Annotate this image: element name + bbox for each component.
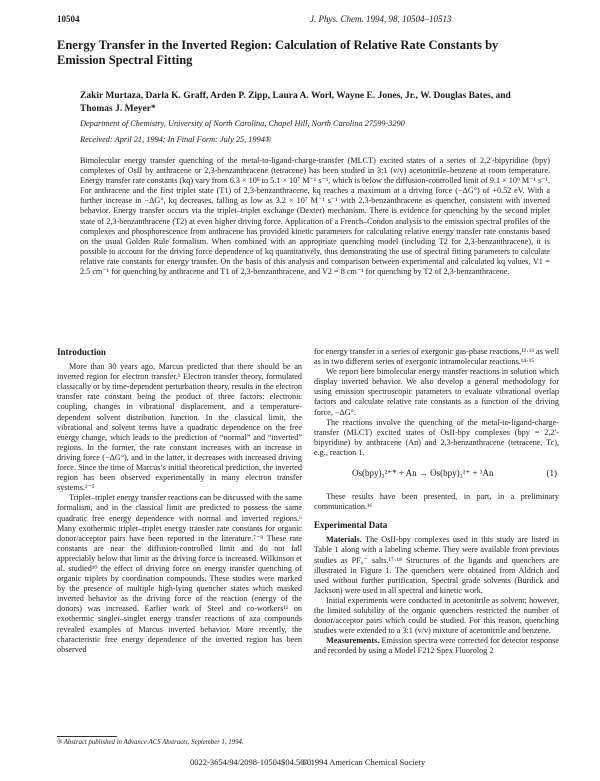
article-title: Energy Transfer in the Inverted Region: Calculation of Relative Rate Constants by Emission Spectral Fitting <box>57 38 499 67</box>
footer-copyright: © 1994 American Chemical Society <box>302 757 426 767</box>
experimental-heading: Experimental Data <box>314 520 388 531</box>
paragraph: These results have been presented, in part, in a preliminary communication.¹⁶ <box>314 492 559 512</box>
materials-paragraph <box>314 535 559 596</box>
paragraph: Triplet–triplet energy transfer reactions can be discussed with the same formalism, and in the classical limit are predicted to possess the same quadratic free energy dependence with normal and inverted regions.⁶ Many exothermic triplet–triplet energy transfer rate constants for organic donor/acceptor pairs have been reported in the literature.⁷⁻⁹ These rate constants are near the diffusion-controlled limit and do not fall appreciably below that limit as the driving force is increased. Wilkinson et al. studied¹⁰ the effect of driving force on energy transfer quenching of organic triplets by coordination compounds. These studies were marked by the presence of multiple high-lying quencher states which masked inverted behavior as the driving force of the reaction (energy of the donors) was increased. Earlier work of Steel and co-workers¹¹ on exothermic singlet–singlet energy transfer reactions of aza compounds revealed examples of Marcus inverted behavior. More recently, the characteristic free energy dependence of the inverted region has been observed <box>57 493 302 654</box>
article-authors: Zakir Murtaza, Darla K. Graff, Arden P. Zipp, Laura A. Worl, Wayne E. Jones, Jr., W. Douglas Bates, and Thomas J. Meyer* <box>80 91 511 114</box>
right-column <box>314 347 559 656</box>
left-column <box>57 347 302 655</box>
abstract: Bimolecular energy transfer quenching of the metal-to-ligand-charge-transfer (MLCT) excited states of a series of 2,2′-bipyridine (bpy) complexes of OsII by anthracene or 2,3-benzanthracene (tetracene) has been studied in 3:1 (v/v) acetonitrile–benzene at room temperature. Energy transfer rate constants (kq) vary from 6.3 × 10⁸ to 5.1 × 10⁷ M⁻¹ s⁻¹, which is below the diffusion-controlled limit of 9.1 × 10⁹ M⁻¹ s⁻¹. For anthracene and the first triplet state (T1) of 2,3-benzanthracene, kq reaches a maximum at a driving force (−ΔG°) of +0.52 eV. With a further increase in −ΔG°, kq decreases, falling as low as 3.2 × 10⁷ M⁻¹ s⁻¹ with 2,3-benzanthracene as quencher, consistent with inverted behavior. Energy transfer occurs via the triplet–triplet exchange (Dexter) mechanism. There is evidence for quenching by the second triplet state of 2,3-benzanthracene (T2) at even higher driving force. Application of a French–Condon analysis to the emission spectral profiles of the complexes and phosphorescence from anthracene has provided kinetic parameters for calculating relative energy transfer rate constants based on the usual Golden Rule formalism. When combined with an appropriate quenching model (including T2 for 2,3-benzanthracene), it is possible to account for the driving force dependence of kq quantitatively, thus demonstrating the use of spectral fitting parameters to calculate relative rate constants for energy transfer. On the basis of this analysis and comparison between experimental and calculated kq values, V1 = 2.5 cm⁻¹ for quenching by anthracene and T1 of 2,3-benzanthracene, and V2 = 8 cm⁻¹ for quenching by T2 of 2,3-benzanthracene. <box>80 156 550 277</box>
paragraph: We report here bimolecular energy transfer reactions in solution which display inverted behavior. We also develop a general methodology for using emission spectroscopic parameters to evaluate vibrational overlap factors and calculate relative rate constants as a function of the driving force, −ΔG°. <box>314 367 559 417</box>
reaction-formula: Os(bpy)₃²⁺* + An → Os(bpy)₃²⁺ + ³An <box>352 468 494 479</box>
received-dates: Received: April 21, 1994; In Final Form: July 25, 1994® <box>80 135 272 144</box>
measurements-label: Measurements. <box>326 636 380 646</box>
footer-doi: 0022-3654/94/2098-10504$04.50/0 <box>190 757 312 767</box>
measurements-text: Emission spectra were corrected for detector response and recorded by using a Model F212 Spex Fluorolog 2 <box>314 636 559 656</box>
materials-text: The OsII-bpy complexes used in this study are listed in Table 1 along with a labeling scheme. They were available from previous studies as PF₆⁻ salts.¹⁷·¹⁸ Structures of the ligands and quenchers are illustrated in Figure 1. The quenchers were obtained from Aldrich and used without further purification. Spectral grade solvents (Burdick and Jackson) were used in all spectral and kinetic work. <box>314 535 559 595</box>
journal-citation: J. Phys. Chem. 1994, 98, 10504–10513 <box>310 14 452 24</box>
page-number: 10504 <box>57 14 80 24</box>
paragraph: More than 30 years ago, Marcus predicted that there should be an inverted region for electron transfer.¹ Electron transfer theory, formulated classically or by time-dependent perturbation theory, results in the electron transfer rate constant being the product of three factors: electronic coupling, changes in vibrational displacement, and a temperature-dependent solvent distribution function. In the classical limit, the vibrational and solvent terms have a quadratic dependence on the free energy change, which leads to the prediction of “normal” and “inverted” regions. In the former, the rate constant increases with an increase in driving force (−ΔG°), and in the latter, it decreases with increased driving force. Since the time of Marcus’s initial theoretical prediction, the inverted region has been observed experimentally in many electron transfer systems.²⁻⁵ <box>57 362 303 493</box>
paragraph: Initial experiments were conducted in acetonitrile as solvent; however, the limited solubility of the organic quenchers restricted the number of donor/acceptor pairs which could be studied. For this reason, quenching studies were extended to a 3:1 (v/v) mixture of acetonitrile and benzene. <box>314 595 559 636</box>
measurements-paragraph <box>314 636 559 656</box>
reaction-number: (1) <box>546 468 557 479</box>
paragraph: for energy transfer in a series of exergonic gas-phase reactions,¹²·¹³ as well as in two different series of exergonic intramolecular reactions.¹⁴·¹⁵ <box>314 347 559 367</box>
paragraph: The reactions involve the quenching of the metal-to-ligand-charge-transfer (MLCT) excited states of OsII-bpy complexes (bpy = 2,2′-bipyridine) by anthracene (An) and 2,3-benzanthracene (tetracene, Tc), e.g., reaction 1. <box>314 417 559 457</box>
materials-label: Materials. <box>326 535 362 545</box>
footnote: ® Abstract published in Advance ACS Abstracts, September 1, 1994. <box>57 739 244 746</box>
reaction-equation <box>314 464 559 486</box>
footnote-rule <box>57 736 117 737</box>
introduction-heading: Introduction <box>57 347 106 357</box>
author-affiliation: Department of Chemistry, University of North Carolina, Chapel Hill, North Carolina 27599-3290 <box>80 119 405 128</box>
